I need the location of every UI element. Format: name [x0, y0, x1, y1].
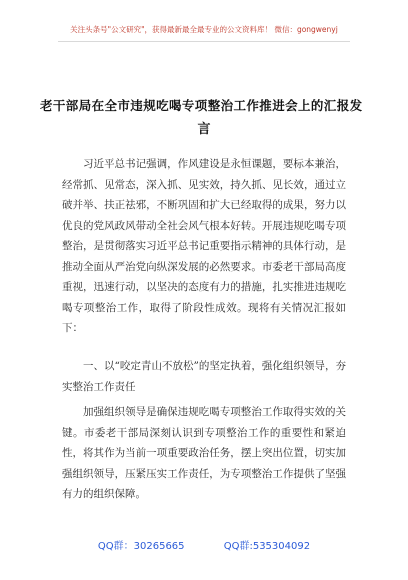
footer-qq-group-2: QQ群:535304092	[223, 541, 311, 552]
footer-qq-group-1: QQ群：30265665	[97, 541, 185, 552]
body-paragraph-intro: 习近平总书记强调，作风建设是永恒课题，要标本兼治，经常抓、见常态，深入抓、见实效，持久抓、见长效，通过立破并举、扶正祛邪，不断巩固和扩大已经取得的成果，努力以优良的党风政风带动全社会风气根本好转。开展违规吃喝专项整治，是贯彻落实习近平总书记重要指示精神的具体行动，是推动全面从严治党向纵深发展的必然要求。市委老干部局高度重视，迅速行动，以坚决的态度有力的措施，扎实推进违规吃喝专项整治工作，取得了阶段性成效。现将有关情况汇报如下：	[62, 158, 346, 334]
section-heading-1: 一、以“咬定青山不放松”的坚定执着，强化组织领导，夯实整治工作责任	[62, 360, 346, 393]
header-note: 关注头条号"公文研究"，获得最新最全最专业的公文资料库！ 微信：gongwenyj	[70, 25, 338, 34]
footer-contact	[0, 537, 408, 552]
document-title-line2: 言	[197, 122, 211, 137]
document-title-line1: 老干部局在全市违规吃喝专项整治工作推进会上的汇报发	[40, 98, 363, 113]
header-divider	[58, 41, 350, 42]
body-paragraph-section1: 加强组织领导是确保违规吃喝专项整治工作取得实效的关键。市委老干部局深刻认识到专项整治工作的重要性和紧迫性，将其作为当前一项重要政治任务，摆上突出位置，切实加强组织领导，压紧压实工作责任，为专项整治工作提供了坚强有力的组织保障。	[62, 406, 346, 500]
